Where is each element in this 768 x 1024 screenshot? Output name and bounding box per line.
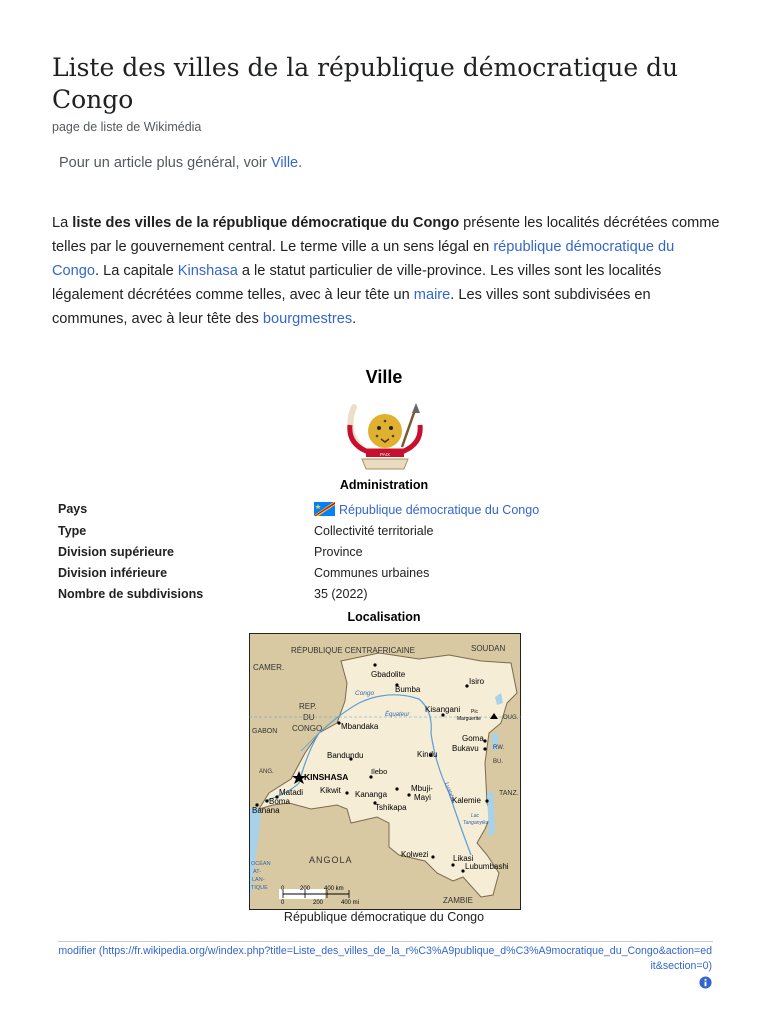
drc-location-map[interactable] <box>249 633 521 910</box>
map-label-ang: ANG. <box>259 769 274 775</box>
link-kinshasa[interactable]: Kinshasa <box>177 263 238 279</box>
info-icon[interactable] <box>699 976 712 989</box>
infobox-label-division-inferieure: Division inférieure <box>58 566 168 580</box>
infobox-value-type: Collectivité territoriale <box>314 524 434 538</box>
infobox-label-type: Type <box>58 524 87 538</box>
page-subtitle: page de liste de Wikimédia <box>52 120 202 134</box>
map-scale-mi: 400 mi <box>341 900 360 906</box>
map-city-mayi: Mayi <box>414 793 431 802</box>
map-city-bandundu: Bandundu <box>327 751 364 760</box>
intro-paragraph <box>52 211 722 331</box>
map-label-angola: ANGOLA <box>309 855 353 865</box>
emblem-spot <box>392 435 395 438</box>
map-city-kisangani: Kisangani <box>425 705 461 714</box>
hatnote-suffix: . <box>298 155 303 171</box>
intro-text-6: . <box>352 311 357 327</box>
infobox-value-nombre-subdivisions: 35 (2022) <box>314 587 368 601</box>
link-maire[interactable]: maire <box>413 287 451 303</box>
localisation-header: Localisation <box>347 610 421 624</box>
map-city-kananga: Kananga <box>355 790 388 799</box>
map-city-mbuji: Mbuji- <box>411 784 433 793</box>
map-city-mbandaka: Mbandaka <box>341 722 379 731</box>
edit-divider <box>58 941 713 942</box>
map-city-tshikapa: Tshikapa <box>375 803 407 812</box>
emblem-motto-center: PAIX <box>380 452 390 457</box>
map-scale-200a: 200 <box>300 886 311 892</box>
administration-header: Administration <box>339 478 429 492</box>
emblem-eye-right <box>389 426 393 430</box>
map-label-ocean-2: AT- <box>253 869 262 875</box>
map-city-kindu: Kindu <box>417 750 438 759</box>
drc-flag-icon <box>314 502 335 516</box>
map-label-gabon: GABON <box>252 728 278 735</box>
page-title: Liste des villes de la république démocratique du Congo <box>52 53 679 114</box>
intro-text-3: . La capitale <box>95 263 178 279</box>
infobox-title: Ville <box>365 367 403 387</box>
map-city-bumba: Bumba <box>395 685 421 694</box>
link-bourgmestres[interactable]: bourgmestres <box>262 311 353 327</box>
map-city-boma: Boma <box>269 797 290 806</box>
emblem-spot <box>376 435 379 438</box>
map-label-marguerite: Marguerite <box>457 716 481 722</box>
intro-bold-subject: liste des villes de la république démocratique du Congo <box>72 215 460 231</box>
infobox-value-pays <box>314 502 539 517</box>
map-caption: République démocratique du Congo <box>283 910 485 924</box>
map-city-dot <box>395 787 398 790</box>
map-city-goma: Goma <box>462 734 484 743</box>
map-label-car: RÉPUBLIQUE CENTRAFRICAINE <box>291 646 416 655</box>
map-scale-km: 400 km <box>324 886 344 892</box>
hatnote <box>59 155 302 171</box>
map-label-camer: CAMER. <box>253 663 285 672</box>
intro-text-2: présente les localités décrétées comme telles par le gouvernement central. Le terme ville a un sens légal en <box>52 215 720 255</box>
infobox-label-nombre-subdivisions: Nombre de subdivisions <box>58 587 204 601</box>
map-city-gbadolite: Gbadolite <box>371 670 406 679</box>
map-scale-0b: 0 <box>281 900 285 906</box>
map-label-river-congo: Congo <box>355 690 375 697</box>
map-label-du: DU <box>303 713 315 722</box>
emblem-spot <box>384 420 387 423</box>
map-city-kalemie: Kalemie <box>452 796 481 805</box>
map-label-lac: Lac <box>471 813 480 819</box>
map-label-ocean-3: LAN- <box>252 877 265 883</box>
map-scale-200b: 200 <box>313 900 324 906</box>
map-label-tanganyika: Tanganyika <box>463 820 489 826</box>
intro-text-4: a le statut particulier de ville-province. Les villes sont les localités légalement décrétées comme telles, avec à leur tête un <box>52 263 662 303</box>
map-label-ocean-4: TIQUE <box>251 885 268 891</box>
map-label-tanz: TANZ. <box>499 790 519 797</box>
map-city-dot <box>407 793 410 796</box>
map-city-dot <box>431 855 434 858</box>
infobox-label-pays[interactable]: Pays <box>58 502 88 516</box>
emblem-spear-tip <box>412 403 420 413</box>
map-city-dot <box>345 791 348 794</box>
map-label-lualaba: Lualaba <box>443 781 456 803</box>
intro-text-5: . Les villes sont subdivisées en communes, avec à leur tête des <box>52 287 651 327</box>
map-city-ilebo: Ilebo <box>371 767 388 776</box>
link-pays-value[interactable]: République démocratique du Congo <box>339 503 540 517</box>
map-city-kinshasa: KINSHASA <box>304 772 349 782</box>
map-label-rep: REP. <box>299 702 317 711</box>
map-city-likasi: Likasi <box>453 854 474 863</box>
link-rdc[interactable]: république démocratique du Congo <box>52 239 675 279</box>
map-label-ocean: OCÉAN <box>251 861 271 867</box>
map-city-banana: Banana <box>252 806 280 815</box>
map-city-isiro: Isiro <box>469 677 485 686</box>
hatnote-prefix: Pour un article plus général, voir <box>59 155 271 171</box>
infobox-label-division-superieure: Division supérieure <box>58 545 175 559</box>
map-scale-0a: 0 <box>281 886 285 892</box>
emblem-eye-left <box>377 426 381 430</box>
map-city-dot <box>485 799 488 802</box>
map-city-dot <box>483 739 486 742</box>
map-city-kolwezi: Kolwezi <box>401 850 429 859</box>
coat-of-arms-emblem[interactable] <box>342 401 428 473</box>
map-label-burundi: BU. <box>493 759 504 765</box>
hatnote-link-ville[interactable]: Ville <box>270 155 299 171</box>
map-label-pic: Pic <box>471 709 478 715</box>
map-city-dot <box>451 863 454 866</box>
map-label-zambie: ZAMBIE <box>443 896 473 905</box>
edit-section-link[interactable]: modifier (https://fr.wikipedia.org/w/index.php?title=Liste_des_villes_de_la_r%C3%A9publique_d%C3%A9mocratique_du_Congo&action=edit&section=0) <box>58 945 712 972</box>
map-label-ouganda: OUG. <box>503 715 519 721</box>
map-city-kikwit: Kikwit <box>320 786 341 795</box>
intro-text-1: La <box>52 215 73 231</box>
map-label-congo-country: CONGO <box>292 724 323 733</box>
infobox-value-division-inferieure[interactable]: Communes urbaines <box>314 566 430 580</box>
map-city-bukavu: Bukavu <box>452 744 479 753</box>
map-city-matadi: Matadi <box>279 788 304 797</box>
map-label-rwanda: RW. <box>493 745 505 751</box>
infobox-value-division-superieure[interactable]: Province <box>314 545 363 559</box>
map-label-equateur: Équateur <box>385 712 410 718</box>
map-city-lubumbashi: Lubumbashi <box>465 862 509 871</box>
map-label-soudan: SOUDAN <box>471 644 506 653</box>
map-city-dot <box>483 747 486 750</box>
map-city-dot <box>373 663 376 666</box>
emblem-base <box>362 459 408 469</box>
